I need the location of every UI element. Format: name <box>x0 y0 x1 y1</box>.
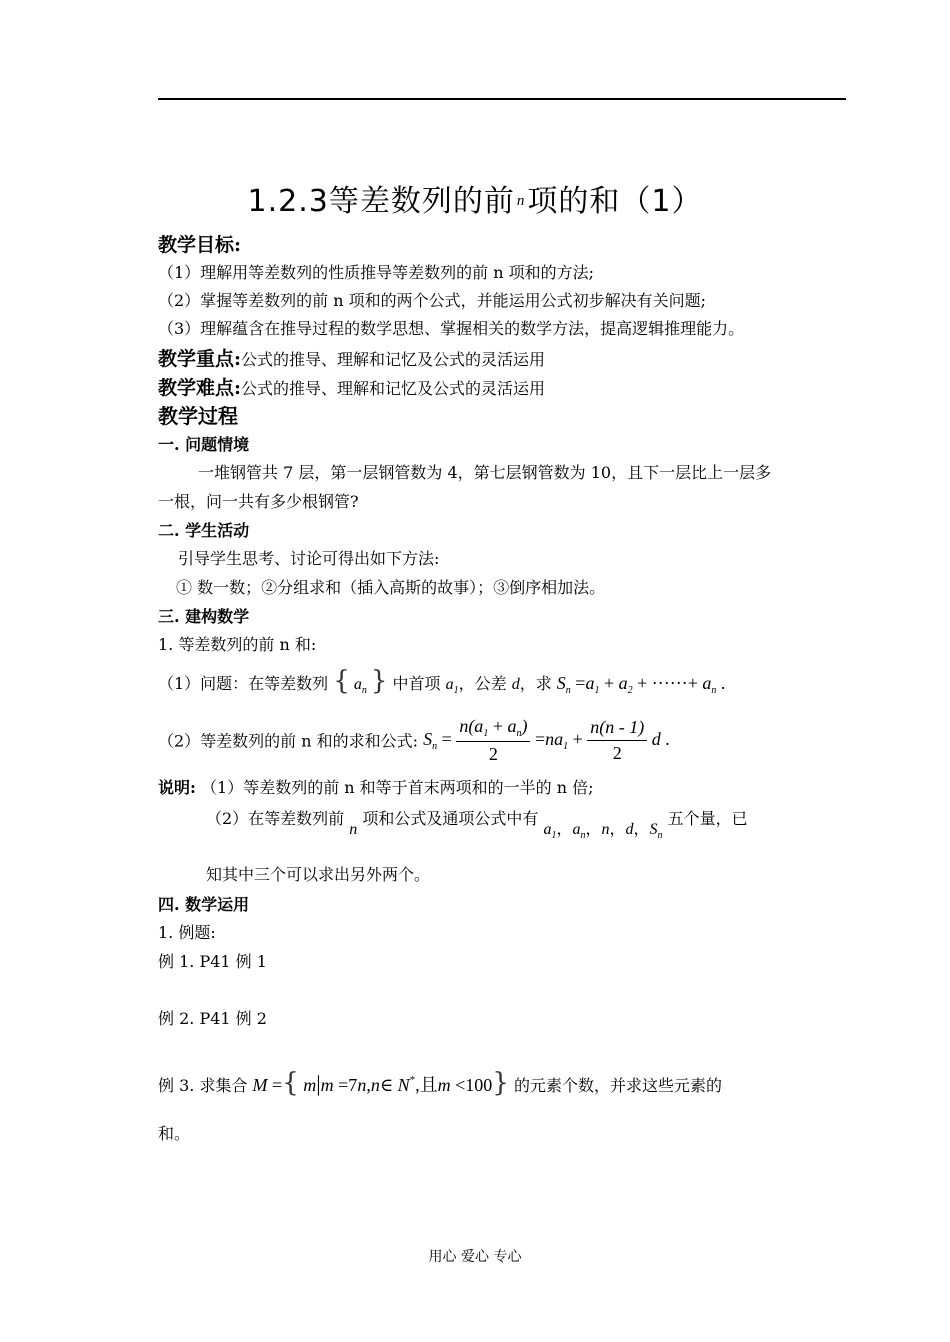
question-2-line <box>158 716 670 765</box>
note-2-text-a: （2）在等差数列前 <box>206 809 345 828</box>
example-3-line <box>158 1068 722 1098</box>
note-label: 说明: <box>158 778 196 797</box>
key-text: 公式的推导、理解和记忆及公式的灵活运用 <box>241 350 546 369</box>
note-line-3: 知其中三个可以求出另外两个。 <box>206 865 431 884</box>
section-2-line-2: ① 数一数；②分组求和（插入高斯的故事）；③倒序相加法。 <box>176 578 606 597</box>
process-heading: 教学过程 <box>158 404 238 428</box>
section-1-heading: 一. 问题情境 <box>158 435 250 454</box>
section-1-line-1: 一堆钢管共 7 层，第一层钢管数为 4，第七层钢管数为 10，且下一层比上一层多 <box>198 463 772 482</box>
example-1: 例 1. P41 例 1 <box>158 952 267 971</box>
section-4-heading: 四. 数学运用 <box>158 895 250 914</box>
five-quantities-formula: $a_1$，$a_n$，n，d，$S_n$ <box>543 821 663 841</box>
note-1-text: （1）等差数列的前 n 和等于首末两项和的一半的 n 倍; <box>201 778 594 797</box>
fraction-1: $\frac{n(a_1 + a_n)}{2}$ <box>456 716 530 765</box>
sum-sn-formula: $S_n =a_1 + a_2$ + ······+ $a_n$ . <box>556 673 726 696</box>
section-1-line-2: 一根，问一共有多少根钢管? <box>158 492 359 511</box>
question-1-text-c: ，公差 <box>458 674 507 693</box>
sequence-an-formula: { $a_n$ } <box>333 666 388 696</box>
question-1-text-b: 中首项 <box>392 674 441 693</box>
page-title <box>0 176 950 220</box>
title-suffix: 项的和（1） <box>527 184 703 219</box>
goal-2: （2）掌握等差数列的前 n 项和的两个公式，并能运用公式初步解决有关问题; <box>158 291 707 310</box>
section-2-heading: 二. 学生活动 <box>158 521 250 540</box>
section-3-heading: 三. 建构数学 <box>158 607 250 626</box>
section-4-item-1: 1. 例题: <box>158 923 216 942</box>
fraction-2: $\frac{n(n - 1)}{2}$ <box>587 717 647 764</box>
goals-heading: 教学目标: <box>158 234 242 256</box>
note-line-1 <box>158 775 594 798</box>
example-3-line-2: 和。 <box>158 1124 191 1143</box>
set-m-formula: M ={ m|m =7n,n∈ N*,且m <100} <box>252 1068 509 1098</box>
key-label: 教学重点: <box>158 348 242 370</box>
sum-formula: $S_n$ = $\frac{n(a_1 + a_n)}{2}$ $=na_1$ + $\frac{n(n - 1)}{2}$ d . <box>423 716 670 764</box>
goal-1: （1）理解用等差数列的性质推导等差数列的前 n 项和的方法; <box>158 263 595 282</box>
first-term-formula: $a_1$ <box>445 676 459 696</box>
question-1-text-a: （1）问题：在等差数列 <box>158 674 329 693</box>
example-3-text-a: 例 3. 求集合 <box>158 1076 248 1095</box>
title-n: n <box>516 193 526 209</box>
section-3-item-1: 1. 等差数列的前 n 和: <box>158 635 317 654</box>
title-prefix: 1.2.3等差数列的前 <box>247 184 515 219</box>
note-line-2 <box>206 806 748 841</box>
page-footer: 用心 爱心 专心 <box>428 1249 522 1265</box>
note-2-text-c: 五个量，已 <box>667 809 748 828</box>
section-2-line-1: 引导学生思考、讨论可得出如下方法: <box>178 549 440 568</box>
question-2-text: （2）等差数列的前 n 和的求和公式: <box>158 731 419 751</box>
difficult-points <box>158 373 545 400</box>
goal-3: （3）理解蕴含在推导过程的数学思想、掌握相关的数学方法，提高逻辑推理能力。 <box>158 319 745 338</box>
header-rule <box>158 98 846 100</box>
note-2-text-b: 项和公式及通项公式中有 <box>362 809 539 828</box>
key-points <box>158 344 545 371</box>
question-1-line <box>158 666 725 696</box>
diff-text: 公式的推导、理解和记忆及公式的灵活运用 <box>241 379 546 398</box>
example-3-text-b: 的元素个数，并求这些元素的 <box>513 1076 722 1095</box>
n-variable: n <box>349 821 358 838</box>
question-1-text-d: ，求 <box>519 674 552 693</box>
example-2: 例 2. P41 例 2 <box>158 1009 267 1028</box>
diff-label: 教学难点: <box>158 377 242 399</box>
common-difference-formula: d <box>511 676 520 693</box>
